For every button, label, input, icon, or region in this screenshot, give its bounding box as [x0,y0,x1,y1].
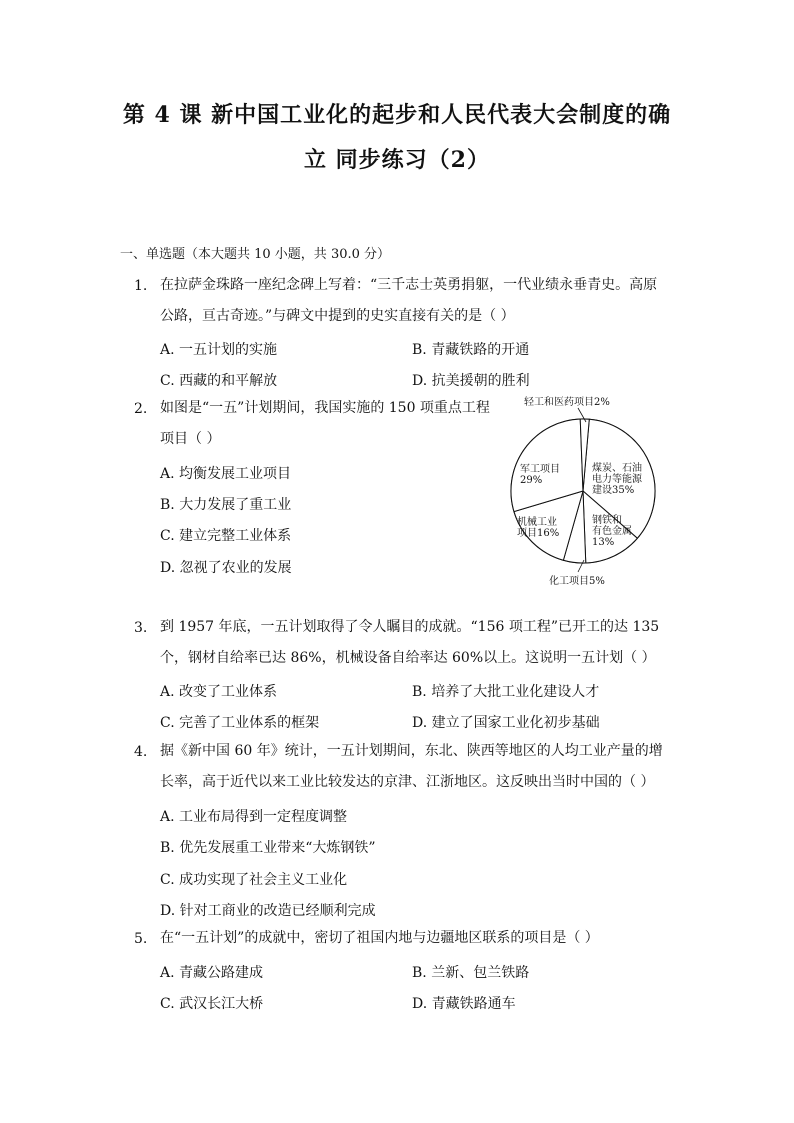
question-2-line-2: 项目（ ） [160,431,221,447]
question-4-option-d[interactable]: D. 针对工商业的改造已经顺利完成 [160,903,376,919]
question-1-option-d[interactable]: D. 抗美援朝的胜利 [412,373,530,389]
question-2-line-1: 如图是“一五”计划期间，我国实施的 150 项重点工程 [160,400,490,416]
page-title-line-1: 第 4 课 新中国工业化的起步和人民代表大会制度的确 [122,102,672,128]
question-5-number: 5. [134,931,148,947]
question-4-option-b[interactable]: B. 优先发展重工业带来“大炼钢铁” [160,840,376,856]
question-4-line-2: 长率，高于近代以来工业比较发达的京津、江浙地区。这反映出当时中国的（ ） [160,774,655,790]
pie-label-1: 煤炭、石油电力等能源建设35% [592,463,642,496]
section-heading: 一、单选题（本大题共 10 小题，共 30.0 分） [120,247,391,262]
question-4-option-a[interactable]: A. 工业布局得到一定程度调整 [160,809,348,825]
question-1-option-c[interactable]: C. 西藏的和平解放 [160,373,278,389]
question-1-number: 1. [134,278,148,294]
question-5-option-b[interactable]: B. 兰新、包兰铁路 [412,965,530,981]
question-1-option-a[interactable]: A. 一五计划的实施 [160,342,278,358]
question-3-line-2: 个，钢材自给率已达 86%，机械设备自给率达 60%以上。这说明一五计划（ ） [160,650,656,666]
question-3-option-b[interactable]: B. 培养了大批工业化建设人才 [412,684,600,700]
question-5-option-d[interactable]: D. 青藏铁路通车 [412,996,516,1012]
question-2-option-c[interactable]: C. 建立完整工业体系 [160,528,292,544]
pie-chart [506,392,662,588]
question-2-option-d[interactable]: D. 忽视了农业的发展 [160,560,292,576]
pie-label-5: 军工项目 29% [520,464,560,486]
pie-label-4: 机械工业项目16% [517,517,560,539]
question-5-option-a[interactable]: A. 青藏公路建成 [160,965,264,981]
question-4-number: 4. [134,744,148,760]
question-4-line-1: 据《新中国 60 年》统计，一五计划期间，东北、陕西等地区的人均工业产量的增 [160,743,663,759]
question-2-number: 2. [134,401,148,417]
question-1-line-2: 公路，亘古奇迹。”与碑文中提到的史实直接有关的是（ ） [160,308,515,324]
question-3-number: 3. [134,620,148,636]
pie-label-6: 轻工和医药项目2% [524,397,610,408]
page-title-line-2: 立 同步练习（2） [304,147,490,173]
question-3-option-c[interactable]: C. 完善了工业体系的框架 [160,715,320,731]
question-1-line-1: 在拉萨金珠路一座纪念碑上写着：“三千志士英勇捐躯，一代业绩永垂青史。高原 [160,277,658,293]
question-4-option-c[interactable]: C. 成功实现了社会主义工业化 [160,872,348,888]
pie-label-2: 钢铁和有色金属 13% [592,515,632,548]
question-2-option-a[interactable]: A. 均衡发展工业项目 [160,466,292,482]
question-1-option-b[interactable]: B. 青藏铁路的开通 [412,342,530,358]
question-3-option-d[interactable]: D. 建立了国家工业化初步基础 [412,715,600,731]
pie-label-3: 化工项目5% [549,576,605,587]
question-2-option-b[interactable]: B. 大力发展了重工业 [160,497,292,513]
question-3-line-1: 到 1957 年底，一五计划取得了令人瞩目的成就。“156 项工程”已开工的达 135 [160,619,660,635]
question-5-option-c[interactable]: C. 武汉长江大桥 [160,996,264,1012]
question-5-line-1: 在“一五计划”的成就中，密切了祖国内地与边疆地区联系的项目是（ ） [160,930,599,946]
question-3-option-a[interactable]: A. 改变了工业体系 [160,684,278,700]
